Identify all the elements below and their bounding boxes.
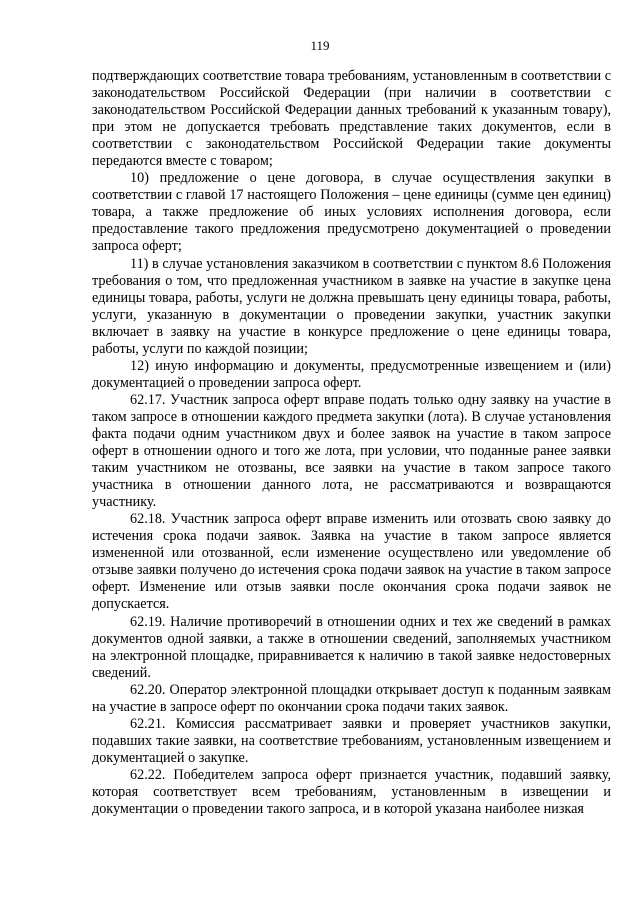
paragraph-62-17: 62.17. Участник запроса оферт вправе подать только одну заявку на участие в таком запросе в отношении каждого предмета закупки (лота). В случае установления факта подачи одним участником двух и более заявок на участие в таком запросе оферт в отношении одного и того же лота, при условии, что поданные ранее заявки таким участником не отозваны, все заявки на участие в таком запросе такого участника в отношении данного лота, не рассматриваются и возвращаются участнику. [92,391,611,511]
paragraph-62-22: 62.22. Победителем запроса оферт признается участник, подавший заявку, которая соответствует всем требованиям, установленным в извещении и документации о проведении такого запроса, и в которой указана наиболее низкая [92,766,611,818]
paragraph-item-12: 12) иную информацию и документы, предусмотренные извещением и (или) документацией о проведении запроса оферт. [92,357,611,391]
paragraph-continuation: подтверждающих соответствие товара требованиям, установленным в соответствии с законодательством Российской Федерации (при наличии в соответствии с законодательством Российской Федерации данных требований к указанным товару), при этом не допускается требовать представление таких документов, если в соответствии с законодательством Российской Федерации такие документы передаются вместе с товаром; [92,68,611,170]
paragraph-62-21: 62.21. Комиссия рассматривает заявки и проверяет участников закупки, подавших такие заявки, на соответствие требованиям, установленным извещением и документацией о закупке. [92,715,611,766]
paragraph-62-19: 62.19. Наличие противоречий в отношении одних и тех же сведений в рамках документов одной заявки, а также в отношении сведений, заполняемых участником на электронной площадке, приравнивается к наличию в такой заявке недостоверных сведений. [92,613,611,681]
paragraph-item-10: 10) предложение о цене договора, в случае осуществления закупки в соответствии с главой 17 настоящего Положения – цене единицы (сумме цен единиц) товара, а также предложение об иных условиях исполнения договора, если предоставление такого предложения предусмотрено документацией о проведении запроса оферт; [92,170,611,255]
page-number: 119 [310,38,330,53]
paragraph-62-18: 62.18. Участник запроса оферт вправе изменить или отозвать свою заявку до истечения срока подачи заявок. Заявка на участие в таком запросе является измененной или отозванной, если изменение осуществлено или уведомление об отзыве заявки получено до истечения срока подачи заявок на участие в таком запросе оферт. Изменение или отзыв заявки после окончания срока подачи заявок не допускается. [92,511,611,613]
paragraph-item-11: 11) в случае установления заказчиком в соответствии с пунктом 8.6 Положения требования о том, что предложенная участником в заявке на участие в закупке цена единицы товара, работы, услуги не должна превышать цену единицы товара, работы, услуги, указанную в документации о проведении закупки, участник закупки включает в заявку на участие в конкурсе предложение о цене единицы товара, работы, услуги по каждой позиции; [92,255,611,357]
document-body [92,68,611,818]
paragraph-62-20: 62.20. Оператор электронной площадки открывает доступ к поданным заявкам на участие в запросе оферт по окончании срока подачи таких заявок. [92,681,611,715]
